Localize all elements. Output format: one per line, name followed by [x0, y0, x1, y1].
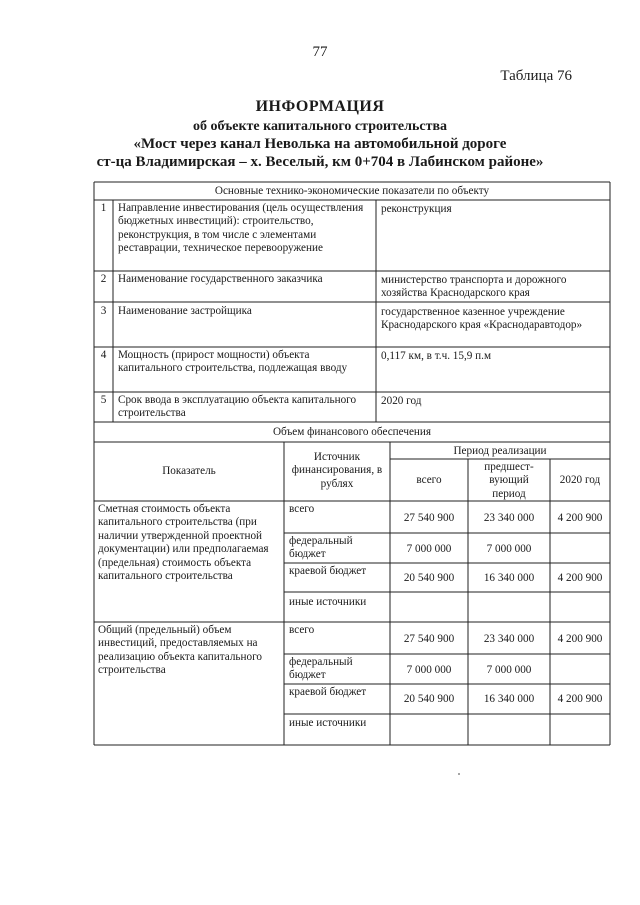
col-previous-period-header: предшест-вующий период	[484, 461, 534, 500]
customer-label: Наименование государственного заказчика	[118, 273, 323, 285]
source-federal: федеральный бюджет	[289, 535, 353, 561]
value-total: 27 540 900	[403, 512, 455, 524]
value-previous: 16 340 000	[483, 572, 535, 584]
col-period-header: Период реализации	[453, 445, 547, 457]
source-total: всего	[289, 624, 315, 636]
indicators-header: Основные технико-экономические показатели по объекту	[214, 185, 490, 197]
source-regional: краевой бюджет	[289, 686, 367, 698]
object-name-line-2: ст-ца Владимирская – х. Веселый, км 0+704 в Лабинском районе»	[96, 154, 544, 170]
value-previous: 23 340 000	[483, 633, 535, 645]
source-regional: краевой бюджет	[289, 565, 367, 577]
investment-direction-value: реконструкция	[381, 203, 452, 215]
source-other: иные источники	[289, 596, 367, 608]
developer-value: государственное казенное учреждение Краснодарского края «Краснодаравтодор»	[381, 306, 583, 332]
col-source-header: Источник финансирования, в рублях	[291, 451, 383, 490]
value-total: 20 540 900	[403, 572, 455, 584]
value-previous: 16 340 000	[483, 693, 535, 705]
estimated-cost-label: Сметная стоимость объекта капитального строительства (при наличии утвержденной проектной документации) или предполагаемая (предельная) стоимость объекта капитального строительства	[98, 503, 269, 583]
value-2020: 4 200 900	[557, 572, 603, 584]
value-2020: 4 200 900	[557, 512, 603, 524]
value-total: 20 540 900	[403, 693, 455, 705]
scan-speck	[458, 773, 460, 775]
total-investment-label: Общий (предельный) объем инвестиций, предоставляемых на реализацию объекта капитального строительства	[98, 624, 262, 677]
table-label: Таблица 76	[500, 68, 572, 84]
value-total: 7 000 000	[406, 543, 452, 555]
page-number: 77	[312, 44, 328, 60]
commissioning-date-value: 2020 год	[381, 395, 422, 407]
col-2020-header: 2020 год	[559, 474, 601, 486]
value-previous: 7 000 000	[486, 664, 532, 676]
document-title: ИНФОРМАЦИЯ	[255, 98, 385, 115]
value-2020: 4 200 900	[557, 693, 603, 705]
row-number: 4	[100, 349, 107, 361]
value-total: 27 540 900	[403, 633, 455, 645]
capacity-label: Мощность (прирост мощности) объекта капитального строительства, подлежащая вводу	[118, 349, 348, 375]
customer-value: министерство транспорта и дорожного хозяйства Краснодарского края	[381, 274, 567, 300]
row-number: 3	[100, 305, 107, 317]
commissioning-date-label: Срок ввода в эксплуатацию объекта капитального строительства	[118, 394, 357, 420]
source-total: всего	[289, 503, 315, 515]
source-other: иные источники	[289, 717, 367, 729]
developer-label: Наименование застройщика	[118, 305, 252, 317]
col-indicator-header: Показатель	[162, 465, 216, 477]
finance-header: Объем финансового обеспечения	[272, 426, 432, 438]
value-2020: 4 200 900	[557, 633, 603, 645]
row-number: 5	[100, 394, 107, 406]
row-number: 1	[100, 202, 107, 214]
col-total-header: всего	[416, 474, 442, 486]
source-federal: федеральный бюджет	[289, 656, 353, 682]
value-previous: 23 340 000	[483, 512, 535, 524]
value-previous: 7 000 000	[486, 543, 532, 555]
row-number: 2	[100, 273, 107, 285]
value-total: 7 000 000	[406, 664, 452, 676]
capacity-value: 0,117 км, в т.ч. 15,9 п.м	[381, 350, 492, 362]
document-subtitle: об объекте капитального строительства	[192, 119, 448, 134]
investment-direction-label: Направление инвестирования (цель осуществления бюджетных инвестиций): строительство, реконструкция, в том числе с элементами реставрации, техническое перевооружение	[118, 202, 364, 255]
object-name-line-1: «Мост через канал Неволька на автомобильной дороге	[133, 136, 507, 152]
